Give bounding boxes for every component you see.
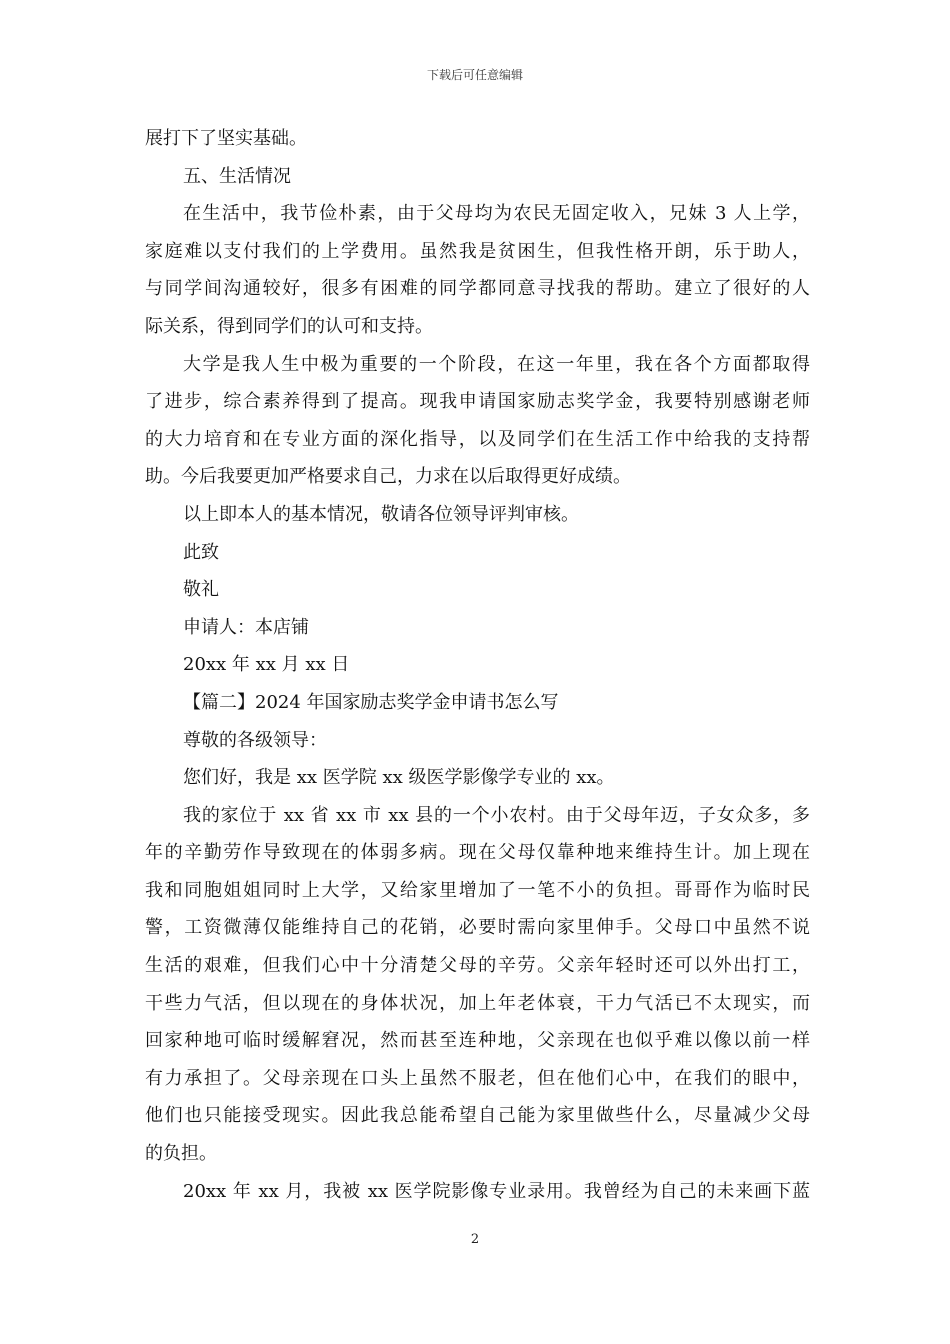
closing-line: 此致 bbox=[183, 541, 219, 563]
paragraph-line: 年的辛勤劳作导致现在的体弱多病。现在父母仅靠种地来维持生计。加上现在 bbox=[145, 842, 810, 864]
paragraph-line: 在生活中，我节俭朴素，由于父母均为农民无固定收入，兄妹 3 人上学， bbox=[183, 203, 810, 225]
paragraph-line: 助。今后我要更加严格要求自己，力求在以后取得更好成绩。 bbox=[145, 466, 631, 488]
paragraph-line: 我的家位于 xx 省 xx 市 xx 县的一个小农村。由于父母年迈，子女众多，多 bbox=[183, 804, 810, 826]
applicant-line: 申请人：本店铺 bbox=[183, 616, 309, 638]
paragraph-line: 家庭难以支付我们的上学费用。虽然我是贫困生，但我性格开朗，乐于助人， bbox=[145, 240, 810, 262]
closing-line: 敬礼 bbox=[183, 579, 219, 601]
paragraph-line: 有力承担了。父母亲现在口头上虽然不服老，但在他们心中，在我们的眼中， bbox=[145, 1067, 810, 1089]
paragraph-line: 际关系，得到同学们的认可和支持。 bbox=[145, 315, 433, 337]
document-body bbox=[145, 120, 810, 1210]
paragraph-line: 展打下了坚实基础。 bbox=[145, 128, 307, 149]
paragraph-line: 生活的艰难，但我们心中十分清楚父母的辛劳。父亲年轻时还可以外出打工， bbox=[145, 955, 810, 977]
paragraph-line: 大学是我人生中极为重要的一个阶段，在这一年里，我在各个方面都取得 bbox=[183, 353, 810, 375]
greeting-line: 您们好，我是 xx 医学院 xx 级医学影像学专业的 xx。 bbox=[183, 767, 615, 789]
paragraph-line: 了进步，综合素养得到了提高。现我申请国家励志奖学金，我要特别感谢老师 bbox=[145, 391, 810, 413]
date-line: 20xx 年 xx 月 xx 日 bbox=[183, 654, 350, 676]
paragraph-line: 的负担。 bbox=[145, 1143, 217, 1165]
section-heading: 五、生活情况 bbox=[183, 165, 291, 187]
paragraph-line: 干些力气活，但以现在的身体状况，加上年老体衰，干力气活已不太现实，而 bbox=[145, 992, 810, 1014]
paragraph-line: 的大力培育和在专业方面的深化指导，以及同学们在生活工作中给我的支持帮 bbox=[145, 428, 810, 450]
paragraph-line: 以上即本人的基本情况，敬请各位领导评判审核。 bbox=[183, 503, 579, 525]
paragraph-line: 警，工资微薄仅能维持自己的花销，必要时需向家里伸手。父母口中虽然不说 bbox=[145, 917, 810, 939]
paragraph-line: 回家种地可临时缓解窘况，然而甚至连种地，父亲现在也似乎难以像以前一样 bbox=[145, 1030, 810, 1052]
paragraph-line: 他们也只能接受现实。因此我总能希望自己能为家里做些什么，尽量减少父母 bbox=[145, 1105, 810, 1127]
page-number: 2 bbox=[470, 1232, 480, 1247]
paragraph-line: 与同学间沟通较好，很多有困难的同学都同意寻找我的帮助。建立了很好的人 bbox=[145, 278, 810, 300]
paragraph-line: 我和同胞姐姐同时上大学，又给家里增加了一笔不小的负担。哥哥作为临时民 bbox=[145, 879, 810, 901]
paragraph-line: 20xx 年 xx 月，我被 xx 医学院影像专业录用。我曾经为自己的未来画下蓝 bbox=[183, 1180, 810, 1202]
salutation: 尊敬的各级领导： bbox=[183, 729, 327, 751]
page-header-note: 下载后可任意编辑 bbox=[426, 68, 523, 82]
section-title: 【篇二】2024 年国家励志奖学金申请书怎么写 bbox=[183, 691, 559, 713]
